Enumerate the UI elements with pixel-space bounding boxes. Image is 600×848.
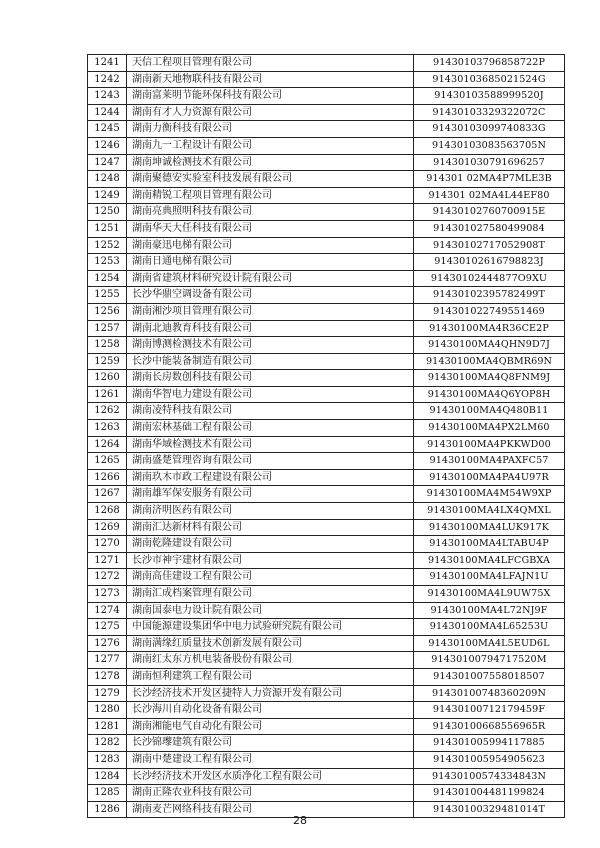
- credit-code: 91430100MA4L65253U: [414, 619, 565, 636]
- row-number: 1249: [88, 187, 127, 204]
- row-number: 1270: [88, 536, 127, 553]
- company-name: 长沙锦瓈建筑有限公司: [127, 735, 414, 752]
- credit-code: 91430100748360209N: [414, 685, 565, 702]
- table-row: [88, 353, 565, 370]
- row-number: 1278: [88, 668, 127, 685]
- company-name: 湖南汇达新材料有限公司: [127, 519, 414, 536]
- company-table-body: [88, 55, 565, 818]
- credit-code: 91430102274955146​9: [414, 303, 565, 320]
- company-name: 长沙中能装备制造有限公司: [127, 353, 414, 370]
- row-number: 1274: [88, 602, 127, 619]
- row-number: 1284: [88, 768, 127, 785]
- table-row: [88, 303, 565, 320]
- table-row: [88, 519, 565, 536]
- row-number: 1254: [88, 270, 127, 287]
- company-name: 湖南有才人力资源有限公司: [127, 104, 414, 121]
- company-name: 湖南聚德安实验室科技发展有限公司: [127, 171, 414, 188]
- company-name: 湖南豪迅电梯有限公司: [127, 237, 414, 254]
- table-row: [88, 768, 565, 785]
- table-row: [88, 204, 565, 221]
- row-number: 1268: [88, 503, 127, 520]
- table-row: [88, 254, 565, 271]
- table-row: [88, 55, 565, 72]
- credit-code: 914301 02MA4L44EF80: [414, 187, 565, 204]
- row-number: 1246: [88, 137, 127, 154]
- company-name: 湖南盛楚管理咨询有限公司: [127, 453, 414, 470]
- row-number: 1265: [88, 453, 127, 470]
- row-number: 1260: [88, 370, 127, 387]
- company-name: 湖南高佳建设工程有限公司: [127, 569, 414, 586]
- table-row: [88, 386, 565, 403]
- company-name: 湖南湘沙项目管理有限公司: [127, 303, 414, 320]
- company-name: 湖南雄军保安服务有限公司: [127, 486, 414, 503]
- company-name: 湖南亮典照明科技有限公司: [127, 204, 414, 221]
- row-number: 1258: [88, 337, 127, 354]
- credit-code: 91430100329481014T: [414, 801, 565, 818]
- row-number: 1282: [88, 735, 127, 752]
- table-row: [88, 668, 565, 685]
- row-number: 1279: [88, 685, 127, 702]
- credit-code: 91430103588999520J: [414, 88, 565, 105]
- credit-code: 91430102717052908T: [414, 237, 565, 254]
- table-row: [88, 436, 565, 453]
- company-name: 湖南国泰电力设计院有限公司: [127, 602, 414, 619]
- company-name: 湖南满缘红质量技术创新发展有限公司: [127, 635, 414, 652]
- credit-code: 91430100MA4LFAJN1U: [414, 569, 565, 586]
- table-row: [88, 237, 565, 254]
- credit-code: 91430100MA4QHN9D7J: [414, 337, 565, 354]
- company-name: 湖南玖木市政工程建设有限公司: [127, 469, 414, 486]
- credit-code: 91430100MA4R36CE2P: [414, 320, 565, 337]
- table-row: [88, 104, 565, 121]
- row-number: 1241: [88, 55, 127, 72]
- row-number: 1273: [88, 586, 127, 603]
- table-row: [88, 469, 565, 486]
- table-row: [88, 652, 565, 669]
- company-name: 湖南长房数创科技有限公司: [127, 370, 414, 387]
- row-number: 1264: [88, 436, 127, 453]
- table-row: [88, 403, 565, 420]
- company-name: 湖南济明医药有限公司: [127, 503, 414, 520]
- table-row: [88, 685, 565, 702]
- company-name: 湖南恒利建筑工程有限公司: [127, 668, 414, 685]
- company-name: 湖南力衡科技有限公司: [127, 121, 414, 138]
- table-row: [88, 287, 565, 304]
- company-table: [87, 54, 565, 818]
- table-row: [88, 154, 565, 171]
- row-number: 1242: [88, 71, 127, 88]
- row-number: 1275: [88, 619, 127, 636]
- page-number: 28: [293, 814, 307, 827]
- row-number: 1266: [88, 469, 127, 486]
- credit-code: 91430100MA4PKKWD00: [414, 436, 565, 453]
- row-number: 1245: [88, 121, 127, 138]
- row-number: 1247: [88, 154, 127, 171]
- company-name: 湖南红太东方机电装备股份有限公司: [127, 652, 414, 669]
- credit-code: 91430100MA4PX2LM60: [414, 420, 565, 437]
- company-name: 湖南坤诚检测技术有限公司: [127, 154, 414, 171]
- credit-code: 91430103685021524G: [414, 71, 565, 88]
- credit-code: 91430103329322072C: [414, 104, 565, 121]
- credit-code: 91430100712179459F: [414, 702, 565, 719]
- credit-code: 91430100574334843N: [414, 768, 565, 785]
- credit-code: 91430100MA4Q8FNM9J: [414, 370, 565, 387]
- row-number: 1262: [88, 403, 127, 420]
- table-row: [88, 635, 565, 652]
- company-name: 长沙海川自动化设备有限公司: [127, 702, 414, 719]
- row-number: 1253: [88, 254, 127, 271]
- row-number: 1267: [88, 486, 127, 503]
- credit-code: 91430103099740833G: [414, 121, 565, 138]
- credit-code: 91430100MA4PAXFC57: [414, 453, 565, 470]
- table-row: [88, 785, 565, 802]
- company-name: 湖南汇成档案管理有限公司: [127, 586, 414, 603]
- table-row: [88, 121, 565, 138]
- table-row: [88, 88, 565, 105]
- table-row: [88, 552, 565, 569]
- company-name: 湖南华天大任科技有限公司: [127, 220, 414, 237]
- table-row: [88, 71, 565, 88]
- table-row: [88, 420, 565, 437]
- credit-code: 91430100MA4PA4U97R: [414, 469, 565, 486]
- company-name: 湖南凌特科技有限公司: [127, 403, 414, 420]
- credit-code: 91430102758049908​4: [414, 220, 565, 237]
- row-number: 1272: [88, 569, 127, 586]
- company-name: 湖南正隆农业科技有限公司: [127, 785, 414, 802]
- credit-code: 91430100MA4L72NJ9F: [414, 602, 565, 619]
- row-number: 1252: [88, 237, 127, 254]
- company-name: 湖南麦芒网络科技有限公司: [127, 801, 414, 818]
- company-name: 湖南华智电力建设有限公司: [127, 386, 414, 403]
- company-name: 湖南北迪教育科技有限公司: [127, 320, 414, 337]
- credit-code: 91430102395782499T: [414, 287, 565, 304]
- credit-code: 91430100MA4L5EUD6L: [414, 635, 565, 652]
- company-name: 湖南乾隆建设有限公司: [127, 536, 414, 553]
- row-number: 1286: [88, 801, 127, 818]
- credit-code: 91430100MA4LX4QMXL: [414, 503, 565, 520]
- table-row: [88, 270, 565, 287]
- row-number: 1256: [88, 303, 127, 320]
- row-number: 1277: [88, 652, 127, 669]
- credit-code: 91430100MA4M54W9XP: [414, 486, 565, 503]
- table-row: [88, 187, 565, 204]
- table-row: [88, 586, 565, 603]
- company-name: 湖南日通电梯有限公司: [127, 254, 414, 271]
- company-name: 湖南新天地物联科技有限公司: [127, 71, 414, 88]
- table-row: [88, 569, 565, 586]
- company-name: 湖南九一工程设计有限公司: [127, 137, 414, 154]
- row-number: 1259: [88, 353, 127, 370]
- row-number: 1283: [88, 751, 127, 768]
- company-name: 湖南湘能电气自动化有限公司: [127, 718, 414, 735]
- company-name: 长沙经济技术开发区水质净化工程有限公司: [127, 768, 414, 785]
- credit-code: 91430102444877O9XU: [414, 270, 565, 287]
- credit-code: 91430100MA4LTABU4P: [414, 536, 565, 553]
- credit-code: 914301005954905623: [414, 751, 565, 768]
- credit-code: 91430102616798823J: [414, 254, 565, 271]
- table-row: [88, 503, 565, 520]
- company-name: 湖南富莱明节能环保科技有限公司: [127, 88, 414, 105]
- credit-code: 91430103796858722P: [414, 55, 565, 72]
- table-row: [88, 602, 565, 619]
- row-number: 1276: [88, 635, 127, 652]
- table-row: [88, 220, 565, 237]
- company-name: 湖南精锐工程项目管理有限公司: [127, 187, 414, 204]
- table-row: [88, 337, 565, 354]
- company-name: 湖南中楚建设工程有限公司: [127, 751, 414, 768]
- row-number: 1285: [88, 785, 127, 802]
- row-number: 1244: [88, 104, 127, 121]
- company-name: 长沙华鼎空调设备有限公司: [127, 287, 414, 304]
- credit-code: 91430100MA4QBMR69N: [414, 353, 565, 370]
- company-name: 湖南华域检测技术有限公司: [127, 436, 414, 453]
- row-number: 1280: [88, 702, 127, 719]
- company-name: 湖南宏林基础工程有限公司: [127, 420, 414, 437]
- credit-code: 91430100668556965R: [414, 718, 565, 735]
- credit-code: 91430103083563705N: [414, 137, 565, 154]
- company-name: 长沙市神宇建材有限公司: [127, 552, 414, 569]
- credit-code: 91430103079169625​7: [414, 154, 565, 171]
- credit-code: 91430100794717520M: [414, 652, 565, 669]
- row-number: 1269: [88, 519, 127, 536]
- row-number: 1248: [88, 171, 127, 188]
- table-row: [88, 735, 565, 752]
- table-row: [88, 751, 565, 768]
- row-number: 1257: [88, 320, 127, 337]
- row-number: 1271: [88, 552, 127, 569]
- row-number: 1281: [88, 718, 127, 735]
- table-row: [88, 320, 565, 337]
- credit-code: 91430100MA4Q480B11: [414, 403, 565, 420]
- table-row: [88, 453, 565, 470]
- credit-code: 914301 02MA4P7MLE3B: [414, 171, 565, 188]
- company-name: 中国能源建设集团华中电力试验研究院有限公司: [127, 619, 414, 636]
- company-name: 长沙经济技术开发区捷特人力资源开发有限公司: [127, 685, 414, 702]
- credit-code: 914301007558018507: [414, 668, 565, 685]
- credit-code: 91430100MA4LFCGBXA: [414, 552, 565, 569]
- row-number: 1243: [88, 88, 127, 105]
- table-row: [88, 619, 565, 636]
- table-row: [88, 370, 565, 387]
- credit-code: 91430100MA4L9UW75X: [414, 586, 565, 603]
- credit-code: 91430100599411788​5: [414, 735, 565, 752]
- row-number: 1250: [88, 204, 127, 221]
- credit-code: 91430100MA4LUK917K: [414, 519, 565, 536]
- table-row: [88, 486, 565, 503]
- table-row: [88, 536, 565, 553]
- row-number: 1261: [88, 386, 127, 403]
- credit-code: 91430100MA4Q6YOP8H: [414, 386, 565, 403]
- table-row: [88, 137, 565, 154]
- credit-code: 914301004481199824: [414, 785, 565, 802]
- row-number: 1263: [88, 420, 127, 437]
- table-row: [88, 702, 565, 719]
- table-row: [88, 718, 565, 735]
- company-name: 天信工程项目管理有限公司: [127, 55, 414, 72]
- table-row: [88, 171, 565, 188]
- row-number: 1251: [88, 220, 127, 237]
- company-name: 湖南博测检测技术有限公司: [127, 337, 414, 354]
- company-name: 湖南省建筑材料研究设计院有限公司: [127, 270, 414, 287]
- credit-code: 91430102760700915E: [414, 204, 565, 221]
- row-number: 1255: [88, 287, 127, 304]
